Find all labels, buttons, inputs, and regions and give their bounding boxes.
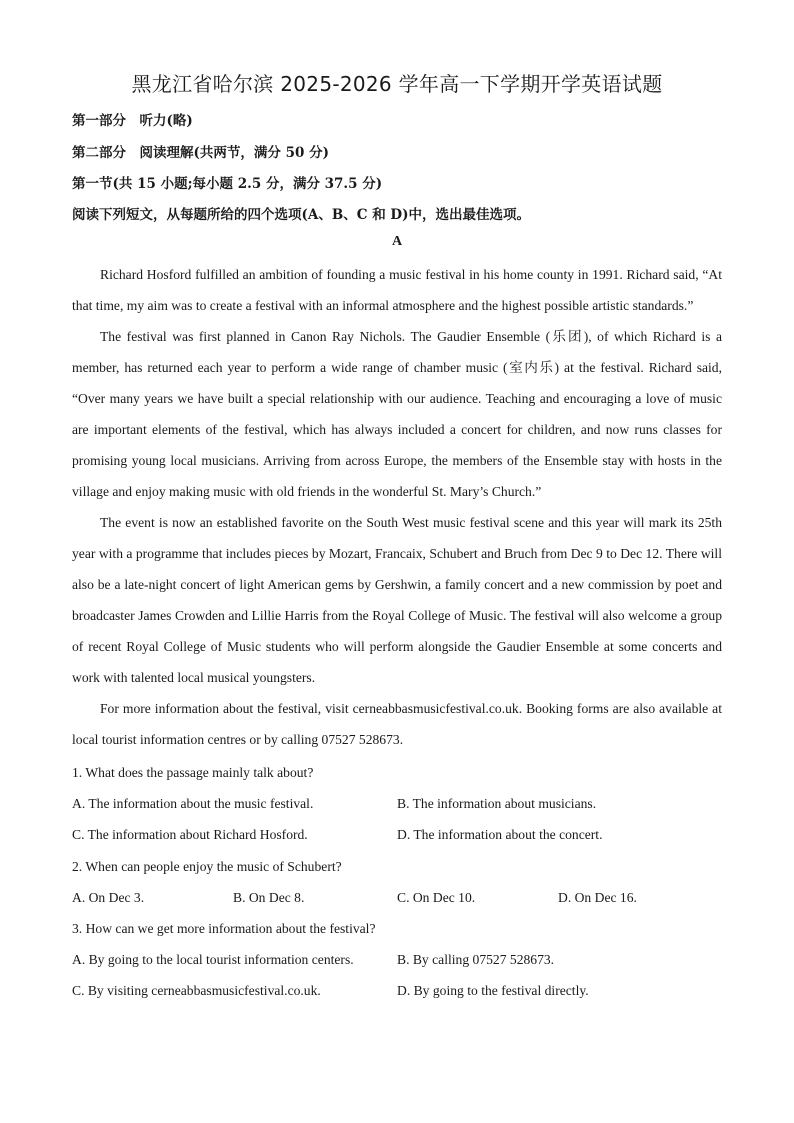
part1-header: 第一部分 听力(略) <box>72 113 193 129</box>
q2-option-d: D. On Dec 16. <box>558 890 637 905</box>
q2-option-c: C. On Dec 10. <box>397 890 476 905</box>
q1-option-d: D. The information about the concert. <box>397 827 603 842</box>
question-2: 2. When can people enjoy the music of Schubert? <box>72 859 342 874</box>
passage-letter: A <box>391 234 403 249</box>
q3-option-a: A. By going to the local tourist information centers. <box>72 952 354 967</box>
passage-paragraph: The event is now an established favorite on the South West music festival scene and this year will mark its 25th year with a programme that includes pieces by Mozart, Francaix, Schubert and Bruch from Dec 9 to Dec 12. There will also be a late-night concert of light American gems by Gershwin, a family concert and a new commission by poet and broadcaster James Crowden and Lillie Harris from the Royal College of Music. The festival will also welcome a group of recent Royal College of Music students who will perform alongside the Gaudier Ensemble at some concerts and work with talented local musical youngsters. <box>72 515 722 685</box>
q2-option-a: A. On Dec 3. <box>72 890 145 905</box>
passage-paragraph: Richard Hosford fulfilled an ambition of founding a music festival in his home county in 1991. Richard said, “At that time, my aim was to create a festival with an informal atmosphere and the highest possible artistic standards.” <box>72 267 722 313</box>
page-title: 黑龙江省哈尔滨 2025-2026 学年高一下学期开学英语试题 <box>131 72 663 96</box>
q1-option-a: A. The information about the music festival. <box>72 796 314 811</box>
question-1: 1. What does the passage mainly talk about? <box>72 765 314 780</box>
passage-body <box>72 259 722 755</box>
q1-option-b: B. The information about musicians. <box>397 796 597 811</box>
passage-paragraph: For more information about the festival, visit cerneabbasmusicfestival.co.uk. Booking forms are also available at local tourist information centres or by calling 07527 528673. <box>72 701 722 747</box>
passage-paragraph: The festival was first planned in Canon Ray Nichols. The Gaudier Ensemble (乐团), of which Richard is a member, has returned each year to perform a wide range of chamber music (室内乐) at the festival. Richard said, “Over many years we have built a special relationship with our audience. Teaching and encouraging a love of music are important elements of the festival, which has always included a concert for children, and now runs classes for promising young local musicians. Arriving from across Europe, the members of the Ensemble stay with hosts in the village and enjoy making music with old friends in the wonderful St. Mary’s Church.” <box>72 329 722 499</box>
section1-header: 第一节(共 15 小题;每小题 2.5 分，满分 37.5 分) <box>72 176 383 192</box>
q3-option-d: D. By going to the festival directly. <box>397 983 589 998</box>
q2-option-b: B. On Dec 8. <box>233 890 305 905</box>
part2-header: 第二部分 阅读理解(共两节，满分 50 分) <box>72 145 329 161</box>
q3-option-c: C. By visiting cerneabbasmusicfestival.co.uk. <box>72 983 321 998</box>
q3-option-b: B. By calling 07527 528673. <box>397 952 555 967</box>
q1-option-c: C. The information about Richard Hosford. <box>72 827 308 842</box>
instruction-text: 阅读下列短文，从每题所给的四个选项(A、B、C 和 D)中，选出最佳选项。 <box>72 207 531 223</box>
question-3: 3. How can we get more information about the festival? <box>72 921 376 936</box>
